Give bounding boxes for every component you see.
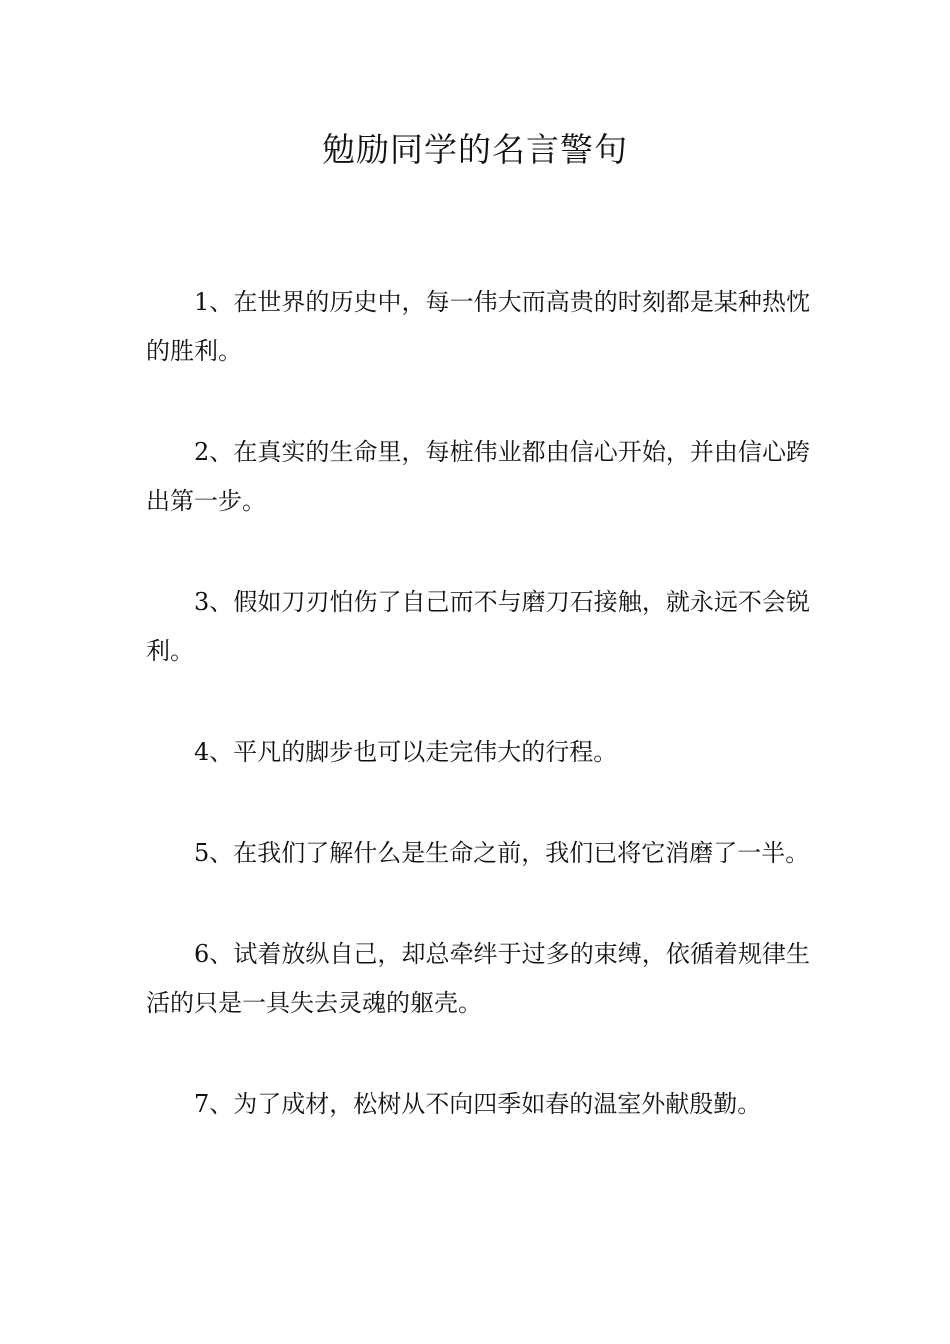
quote-item-7: 7、为了成材，松树从不向四季如春的温室外献殷勤。 bbox=[194, 1090, 762, 1118]
quote-item-6: 6、试着放纵自己，却总牵绊于过多的束缚，依循着规律生活的只是一具失去灵魂的躯壳。 bbox=[146, 940, 810, 1017]
document-title: 勉励同学的名言警句 bbox=[322, 130, 628, 169]
quote-item-3: 3、假如刀刃怕伤了自己而不与磨刀石接触，就永远不会锐利。 bbox=[146, 588, 810, 665]
quote-item-2: 2、在真实的生命里，每桩伟业都由信心开始，并由信心跨出第一步。 bbox=[146, 438, 810, 515]
quote-item-5: 5、在我们了解什么是生命之前，我们已将它消磨了一半。 bbox=[194, 839, 810, 867]
quote-item-1: 1、在世界的历史中，每一伟大而高贵的时刻都是某种热忱的胜利。 bbox=[146, 288, 810, 365]
quote-list bbox=[146, 278, 810, 1181]
quote-item-4: 4、平凡的脚步也可以走完伟大的行程。 bbox=[194, 738, 618, 766]
